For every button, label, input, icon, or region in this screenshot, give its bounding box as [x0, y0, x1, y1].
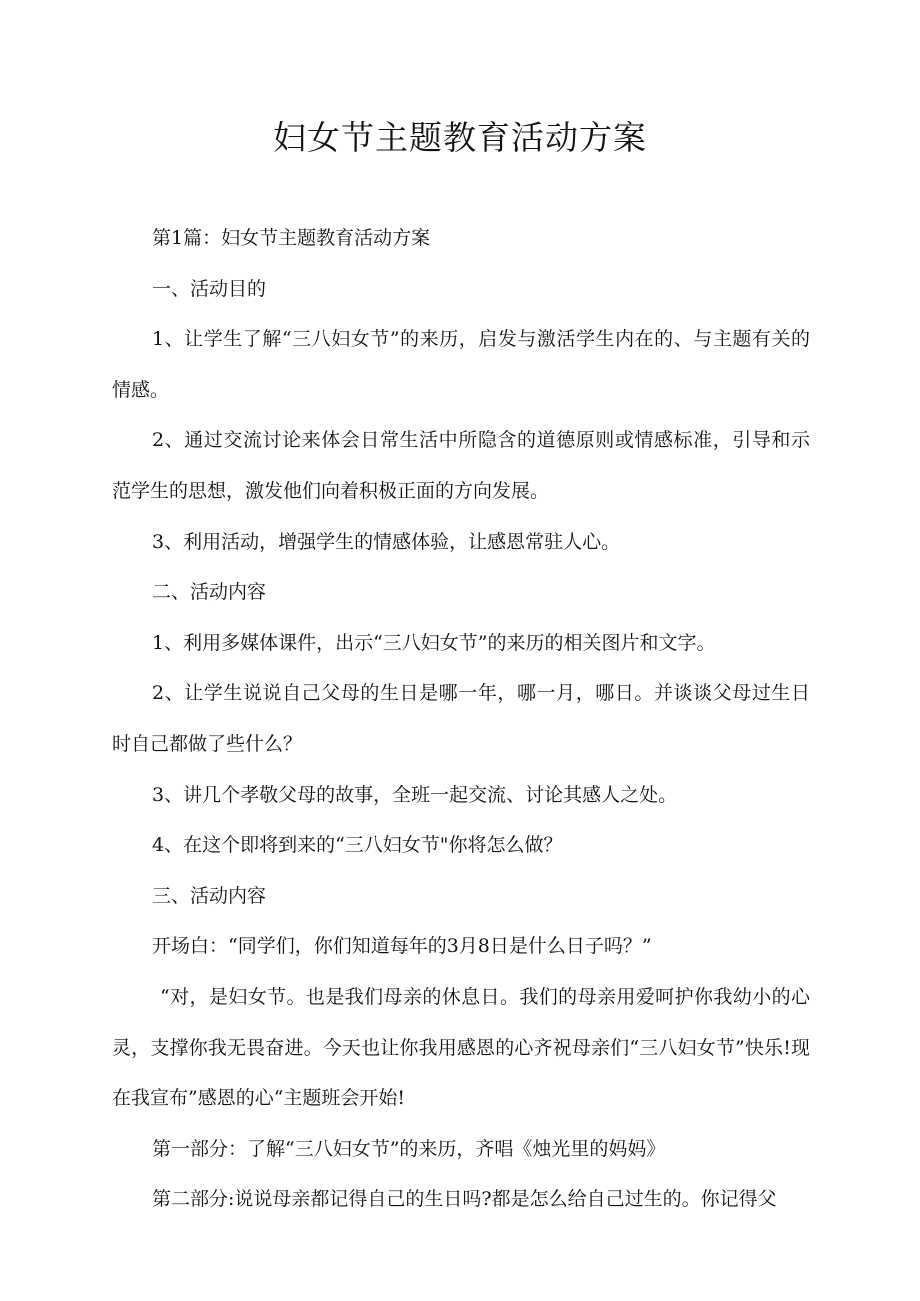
part-one: 第一部分：了解“三八妇女节”的来历，齐唱《烛光里的妈妈》: [152, 1137, 666, 1160]
content-item-2: 2、让学生说说自己父母的生日是哪一年，哪一月，哪日。并谈谈父母过生日时自己都做了些什么？: [112, 682, 810, 755]
purpose-item-1: 1、让学生了解“三八妇女节”的来历，启发与激活学生内在的、与主题有关的情感。: [112, 328, 810, 401]
document-title: 妇女节主题教育活动方案: [273, 118, 647, 157]
section-heading-part1: 第1篇：妇女节主题教育活动方案: [152, 227, 431, 249]
heading-activity-content-3: 三、活动内容: [152, 884, 267, 907]
content-item-1: 1、利用多媒体课件，出示“三八妇女节”的来历的相关图片和文字。: [152, 631, 716, 654]
opening-speech: “对，是妇女节。也是我们母亲的休息日。我们的母亲用爱呵护你我幼小的心灵，支撑你我无畏奋进。今天也让你我用感恩的心齐祝母亲们“三八妇女节”快乐!现在我宣布”感恩的心“主题班会开始!: [112, 985, 810, 1110]
heading-activity-content: 二、活动内容: [152, 581, 267, 604]
purpose-item-3: 3、利用活动，增强学生的情感体验，让感恩常驻人心。: [152, 530, 621, 553]
content-item-3: 3、讲几个孝敬父母的故事，全班一起交流、讨论其感人之处。: [152, 783, 678, 806]
document-body: [112, 213, 810, 1225]
purpose-item-2: 2、通过交流讨论来体会日常生活中所隐含的道德原则或情感标准，引导和示范学生的思想，激发他们向着积极正面的方向发展。: [112, 429, 810, 502]
part-two: 第二部分:说说母亲都记得自己的生日吗?都是怎么给自己过生的。你记得父: [152, 1188, 777, 1211]
content-item-4: 4、在这个即将到来的“三八妇女节"你将怎么做？: [152, 834, 563, 857]
opening-remarks: 开场白：“同学们，你们知道每年的3月8日是什么日子吗？”: [152, 935, 652, 958]
heading-activity-purpose: 一、活动目的: [152, 277, 267, 300]
